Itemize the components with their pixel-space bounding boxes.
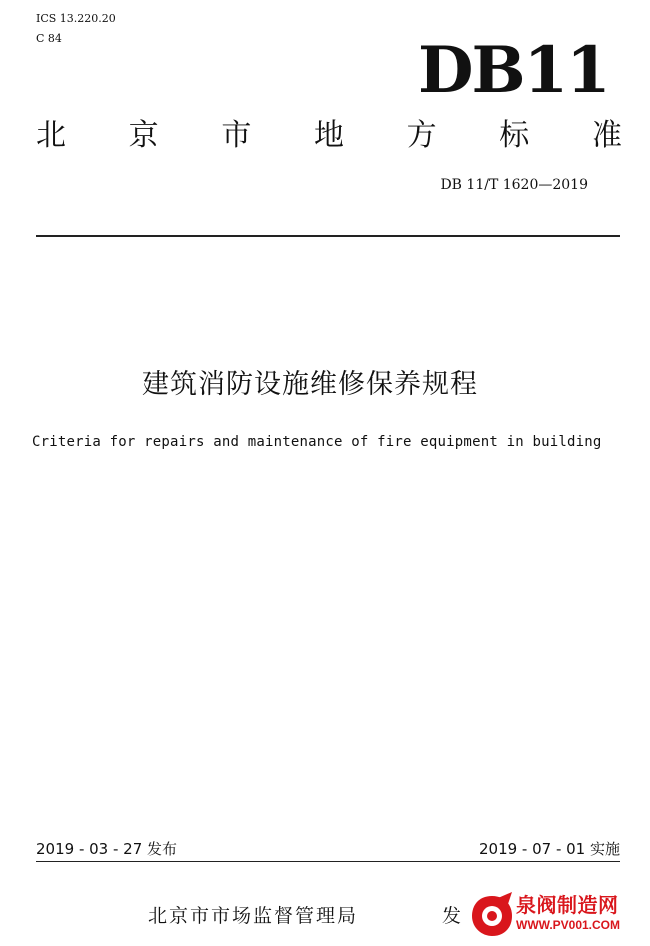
standard-type-char: 京 — [128, 118, 159, 153]
issue-label: 发 — [442, 905, 462, 927]
standard-type-char: 标 — [499, 118, 530, 153]
watermark-url: WWW.PV001.COM — [516, 918, 621, 932]
standard-number: DB 11/T 1620—2019 — [440, 177, 588, 193]
standard-type-char: 地 — [313, 118, 344, 153]
footer-divider — [36, 861, 620, 862]
watermark-name: 泉阀制造网 — [516, 893, 619, 917]
effective-date: 2019 - 07 - 01 实施 — [478, 840, 620, 858]
ccs-code: C 84 — [36, 32, 62, 45]
standard-type-char: 准 — [591, 118, 622, 153]
title-chinese: 建筑消防设施维修保养规程 — [142, 369, 478, 400]
standard-type-char: 北 — [36, 118, 66, 153]
db11-logo: DB11 — [418, 33, 609, 108]
standard-type — [36, 118, 622, 154]
standard-type-char: 方 — [406, 118, 437, 153]
title-english: Criteria for repairs and maintenance of fire equipment in building — [32, 434, 602, 450]
standard-type-char: 市 — [221, 118, 252, 153]
header-divider — [36, 235, 620, 237]
publish-date: 2019 - 03 - 27 发布 — [36, 840, 178, 858]
issuer-name: 北京市市场监督管理局 — [148, 905, 359, 927]
ics-code: ICS 13.220.20 — [36, 12, 116, 25]
